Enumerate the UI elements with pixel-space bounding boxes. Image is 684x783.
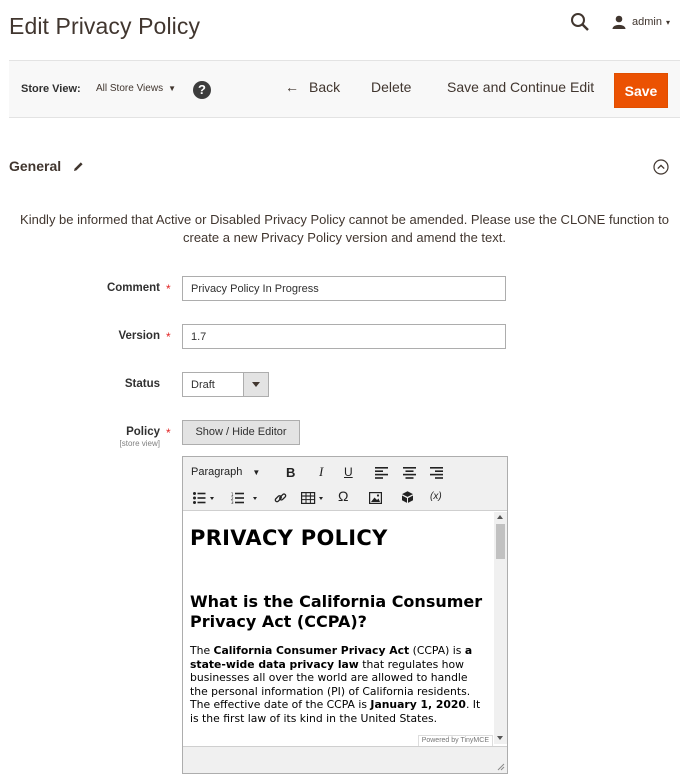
insert-widget-icon[interactable] <box>401 488 414 506</box>
paragraph-bold: California Consumer Privacy Act <box>213 644 410 657</box>
user-icon <box>612 15 626 29</box>
required-mark: * <box>166 330 171 344</box>
content-heading-2: What is the California Consumer Privacy Act (CCPA)? <box>190 592 483 631</box>
policy-label: Policy <box>126 426 160 438</box>
resize-handle-icon[interactable] <box>496 762 505 771</box>
help-icon[interactable]: ? <box>193 81 211 99</box>
chevron-down-icon: ▼ <box>252 467 261 477</box>
table-icon[interactable] <box>301 489 325 507</box>
back-button[interactable] <box>285 79 340 95</box>
link-icon[interactable] <box>274 489 287 507</box>
chevron-down-icon: ▾ <box>665 17 670 27</box>
svg-text:3: 3 <box>231 500 234 505</box>
policy-notice: Kindly be informed that Active or Disabled Privacy Policy cannot be amended. Please use the CLONE function to create a new Privacy Policy version and amend the text. <box>20 212 669 245</box>
numbered-list-icon[interactable] <box>231 489 259 507</box>
insert-image-icon[interactable] <box>369 489 382 507</box>
paragraph-text: that regulates how businesses all over the world are allowed to handle the personal information (PI) of California residents. The effective date of the CCPA is <box>190 657 471 711</box>
chevron-down-icon <box>243 373 268 396</box>
back-label: Back <box>309 79 341 95</box>
italic-icon[interactable]: I <box>319 464 324 479</box>
paragraph-text: . It is the first law of its kind in the United States. <box>190 698 481 725</box>
required-mark: * <box>166 282 171 296</box>
status-value: Draft <box>191 379 215 391</box>
section-title: General <box>9 158 62 174</box>
paragraph-bold: January 1, 2020 <box>370 698 466 711</box>
paragraph-bold: a state-wide data privacy law <box>190 644 473 671</box>
content-heading-1: PRIVACY POLICY <box>190 526 388 550</box>
chevron-down-icon: ▼ <box>168 84 176 93</box>
svg-text:2: 2 <box>231 496 234 501</box>
content-paragraph <box>190 644 486 725</box>
insert-variable-icon[interactable]: (x) <box>430 490 442 502</box>
search-icon[interactable] <box>570 12 590 32</box>
user-name: admin <box>632 16 662 28</box>
page-title: Edit Privacy Policy <box>9 13 201 39</box>
status-select[interactable] <box>182 372 269 397</box>
scroll-thumb[interactable] <box>496 524 505 559</box>
underline-icon[interactable]: U <box>344 465 353 479</box>
align-left-icon[interactable] <box>375 464 388 482</box>
store-view-switcher[interactable] <box>96 83 176 94</box>
required-mark: * <box>166 426 171 440</box>
admin-user-menu[interactable] <box>612 15 670 29</box>
general-section-header[interactable] <box>9 158 84 174</box>
version-input[interactable] <box>182 324 506 349</box>
save-and-continue-button[interactable]: Save and Continue Edit <box>447 79 595 95</box>
save-button[interactable]: Save <box>614 73 668 108</box>
store-view-value: All Store Views <box>96 83 164 94</box>
comment-input[interactable] <box>182 276 506 301</box>
collapse-icon[interactable] <box>653 159 669 175</box>
editor-scrollbar[interactable] <box>494 512 507 744</box>
align-right-icon[interactable] <box>430 464 443 482</box>
powered-by-tinymce-link[interactable]: Powered by TinyMCE <box>418 735 493 747</box>
scroll-down-icon[interactable] <box>497 736 503 740</box>
paragraph-text: (CCPA) is <box>409 644 465 657</box>
editor-toolbar <box>183 457 507 511</box>
block-format-value: Paragraph <box>191 466 243 478</box>
pencil-icon <box>73 161 84 172</box>
editor-content[interactable] <box>183 512 493 744</box>
editor-statusbar <box>183 746 507 773</box>
scroll-up-icon[interactable] <box>497 515 503 519</box>
bullet-list-icon[interactable] <box>193 489 215 507</box>
wysiwyg-editor <box>182 456 508 774</box>
bold-icon[interactable]: B <box>286 464 296 480</box>
delete-button[interactable]: Delete <box>371 79 412 95</box>
status-label: Status <box>124 378 160 390</box>
comment-label: Comment <box>106 282 160 294</box>
paragraph-text: The <box>190 644 214 657</box>
arrow-left-icon: ← <box>285 79 299 95</box>
block-format-select[interactable] <box>191 463 260 481</box>
svg-text:1: 1 <box>231 492 234 497</box>
store-view-label: Store View: <box>21 83 81 95</box>
show-hide-editor-button[interactable]: Show / Hide Editor <box>182 420 300 445</box>
page-actions-toolbar <box>9 60 680 118</box>
special-character-icon[interactable]: Ω <box>338 488 349 504</box>
store-view-scope-label: [store view] <box>119 439 160 448</box>
align-center-icon[interactable] <box>403 464 416 482</box>
version-label: Version <box>118 330 160 342</box>
header-actions <box>570 12 670 32</box>
